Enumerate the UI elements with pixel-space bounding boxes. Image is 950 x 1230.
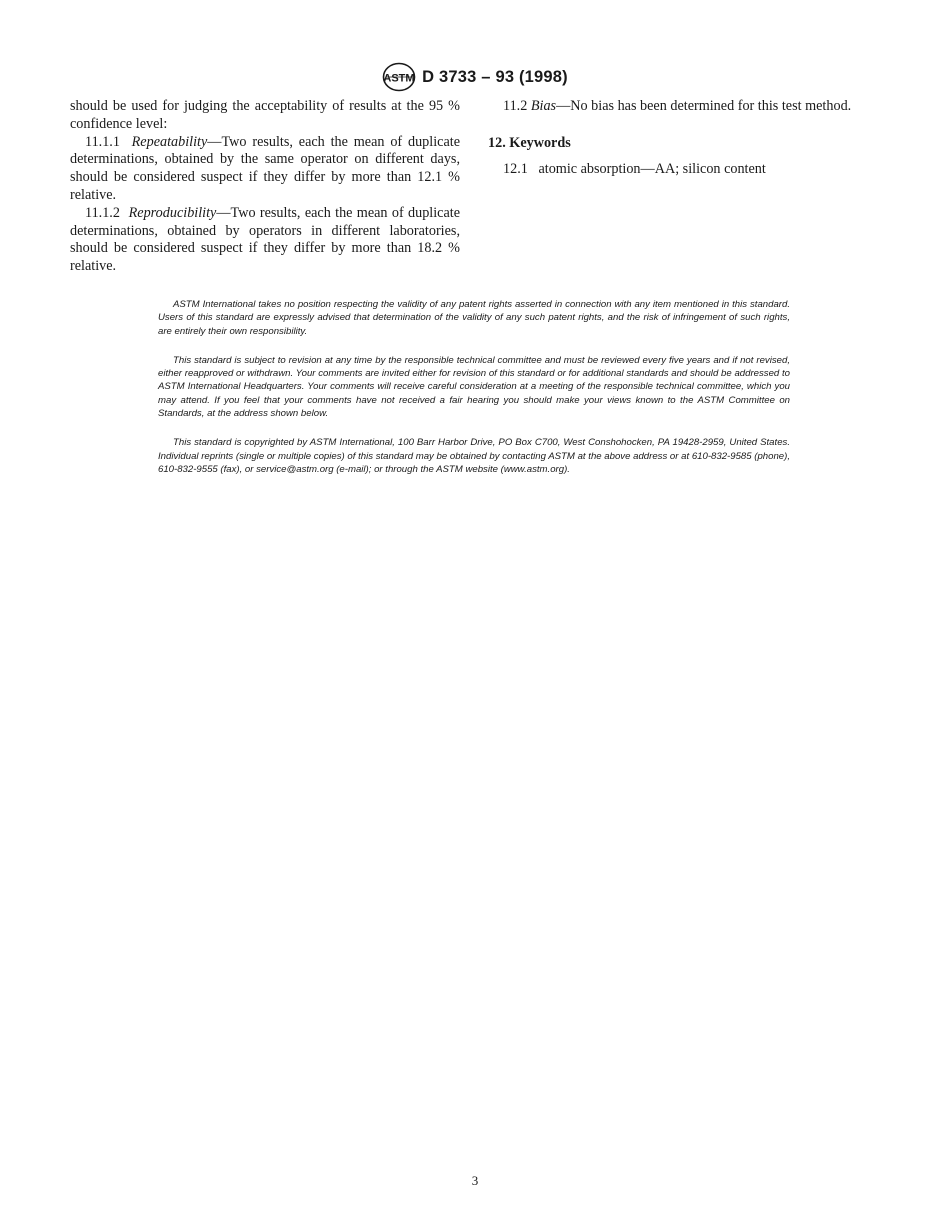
term-reproducibility: Reproducibility	[128, 204, 217, 221]
page-header	[0, 62, 950, 92]
legal-notices	[158, 298, 790, 492]
repeatability-text: —Two results, each the mean of duplicate determinations, obtained by the same operator on different days, should be considered suspect if they differ by more than 12.1 % relative.	[70, 133, 460, 203]
copyright-notice: This standard is copyrighted by ASTM International, 100 Barr Harbor Drive, PO Box C700, West Conshohocken, PA 19428-2959, United States. Individual reprints (single or multiple copies) of this standard may be obtained by contacting ASTM at the above address or at 610-832-9585 (phone), 610-832-9555 (fax), or service@astm.org (e-mail); or through the ASTM website (www.astm.org).	[158, 437, 790, 475]
svg-text:ASTM: ASTM	[383, 72, 415, 85]
term-bias: Bias	[530, 98, 557, 114]
section-number: 11.2	[503, 98, 528, 114]
section-number: 11.1.1	[85, 133, 120, 150]
section-number: 12.1	[503, 160, 528, 177]
reproducibility-paragraph	[70, 205, 460, 276]
astm-logo-icon	[382, 62, 416, 92]
patent-notice: ASTM International takes no position respecting the validity of any patent rights asserted in connection with any item mentioned in this standard. Users of this standard are expressly advised that determination of the validity of any such patent rights, and the risk of infringement of such rights, are entirely their own responsibility.	[158, 299, 790, 337]
keywords-heading: 12. Keywords	[488, 134, 571, 151]
page-number: 3	[471, 1173, 479, 1188]
left-column	[70, 98, 460, 276]
section-number: 11.1.2	[85, 204, 120, 221]
right-column	[488, 98, 878, 178]
revision-notice: This standard is subject to revision at any time by the responsible technical committee and must be reviewed every five years and if not revised, either reapproved or withdrawn. Your comments are invited either for revision of this standard or for additional standards and should be addressed to ASTM International Headquarters. Your comments will receive careful consideration at a meeting of the responsible technical committee, which you may attend. If you feel that your comments have not received a fair hearing you should make your views known to the ASTM Committee on Standards, at the address shown below.	[158, 354, 790, 420]
designation: D 3733 – 93 (1998)	[422, 67, 568, 86]
keywords-paragraph	[488, 161, 878, 179]
term-repeatability: Repeatability	[131, 133, 208, 150]
reproducibility-text: —Two results, each the mean of duplicate determinations, obtained by operators in different laboratories, should be considered suspect if they differ by more than 18.2 % relative.	[70, 204, 460, 275]
repeatability-paragraph	[70, 134, 460, 205]
keywords-text: atomic absorption—AA; silicon content	[538, 160, 766, 177]
bias-text: —No bias has been determined for this test method.	[556, 98, 852, 114]
bias-paragraph	[488, 98, 878, 116]
continuation-paragraph: should be used for judging the acceptability of results at the 95 % confidence level:	[70, 98, 460, 132]
